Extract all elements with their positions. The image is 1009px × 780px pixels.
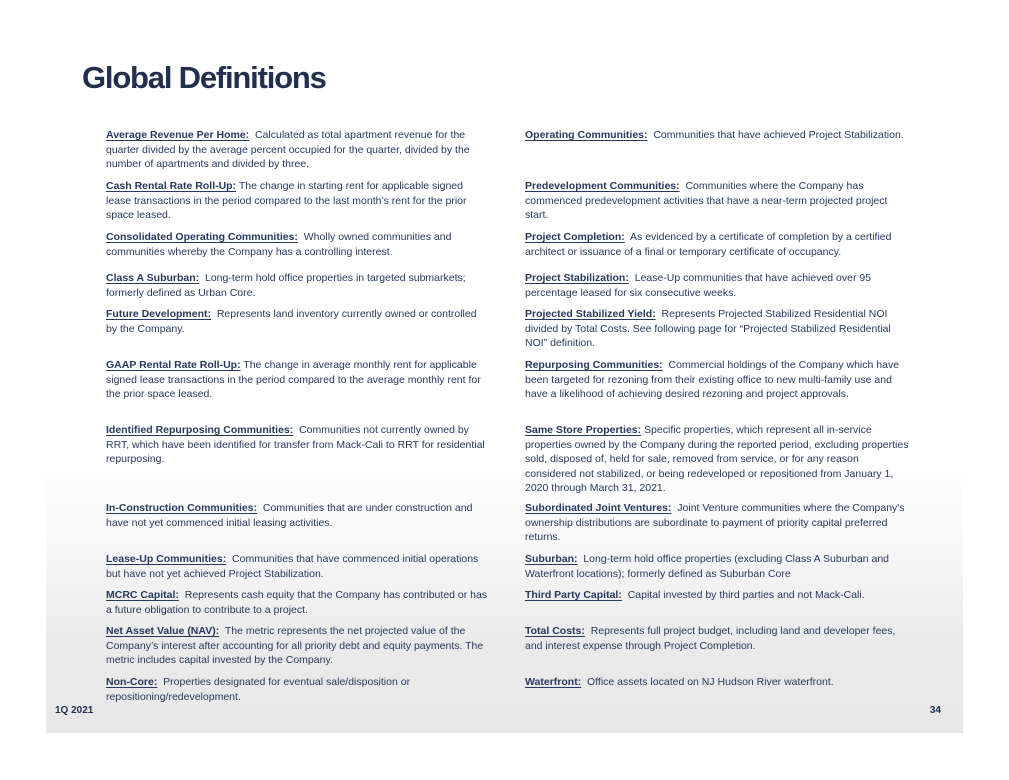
definition-item [106, 423, 490, 467]
definition-text: Wholly owned communities and communities whereby the Company has a controlling interest. [106, 231, 455, 258]
definition-item [106, 588, 490, 617]
definition-term: GAAP Rental Rate Roll-Up: [106, 359, 241, 371]
definition-term: Identified Repurposing Communities: [106, 424, 294, 436]
definition-text: Communities that have commenced initial operations but have not yet achieved Project Stabilization. [106, 553, 482, 580]
definition-term: Consolidated Operating Communities: [106, 231, 298, 243]
definition-item [525, 128, 911, 143]
definitions-column-left [106, 0, 490, 733]
footer-quarter-label: 1Q 2021 [55, 705, 94, 716]
definition-item [525, 552, 911, 581]
definition-item [525, 423, 911, 496]
definition-term: Non-Core: [106, 676, 158, 688]
definition-item [525, 624, 911, 653]
definition-text: Represents land inventory currently owned or controlled by the Company. [106, 308, 480, 335]
definition-item [525, 588, 911, 603]
definition-item [106, 675, 490, 704]
definition-term: Third Party Capital: [525, 589, 622, 601]
definition-item [525, 179, 911, 223]
definition-term: Total Costs: [525, 625, 585, 637]
definition-item [106, 179, 490, 223]
definition-term: Class A Suburban: [106, 272, 200, 284]
definition-text: Properties designated for eventual sale/disposition or repositioning/redevelopment. [106, 676, 413, 703]
definition-term: Cash Rental Rate Roll-Up: [106, 180, 237, 192]
definition-item [106, 552, 490, 581]
definition-term: Predevelopment Communities: [525, 180, 680, 192]
definition-text: Long-term hold office properties (excluding Class A Suburban and Waterfront locations); formerly defined as Suburban Core [525, 553, 892, 580]
definition-item [525, 358, 911, 402]
definition-text: Joint Venture communities where the Company's ownership distributions are subordinate to payment of priority capital preferred returns. [525, 502, 908, 543]
definition-text: The change in average monthly rent for applicable signed lease transactions in the period compared to the average monthly rent for the prior space leased. [106, 359, 484, 400]
definition-term: Subordinated Joint Ventures: [525, 502, 672, 514]
definition-term: Average Revenue Per Home: [106, 129, 250, 141]
definition-item [525, 271, 911, 300]
page-title: Global Definitions [82, 60, 326, 95]
definition-term: Project Stabilization: [525, 272, 629, 284]
definition-item [106, 307, 490, 336]
definition-item [525, 675, 911, 690]
definition-item [525, 501, 911, 545]
definition-text: Represents cash equity that the Company has contributed or has a future obligation to contribute to a project. [106, 589, 491, 616]
definition-text: Communities where the Company has commenced predevelopment activities that have a near-term projected project start. [525, 180, 891, 221]
definition-term: Operating Communities: [525, 129, 648, 141]
definition-term: Lease-Up Communities: [106, 553, 227, 565]
footer-page-number: 34 [929, 705, 941, 716]
definition-item [106, 128, 490, 172]
definition-text: Communities that are under construction and have not yet commenced initial leasing activities. [106, 502, 476, 529]
definition-term: Suburban: [525, 553, 578, 565]
definition-text: Long-term hold office properties in targeted submarkets; formerly defined as Urban Core. [106, 272, 469, 299]
definitions-column-right [525, 0, 911, 733]
definition-text: Specific properties, which represent all in-service properties owned by the Company during the reported period, excluding properties sold, disposed of, held for sale, removed from service, or for any reason considered not stabilized, or being redeveloped or repositioned from January 1, 2020 through March 31, 2021. [525, 424, 912, 494]
definition-term: Project Completion: [525, 231, 625, 243]
definition-term: MCRC Capital: [106, 589, 179, 601]
definition-term: In-Construction Communities: [106, 502, 258, 514]
definition-term: Future Development: [106, 308, 212, 320]
definition-text: Calculated as total apartment revenue for the quarter divided by the average percent occupied for the quarter, divided by the number of apartments and divided by three. [106, 129, 473, 170]
definition-term: Same Store Properties: [525, 424, 642, 436]
definition-text: Capital invested by third parties and not Mack-Cali. [621, 589, 865, 601]
definition-item [525, 230, 911, 259]
slide-background [46, 0, 963, 733]
definition-term: Repurposing Communities: [525, 359, 663, 371]
definition-item [106, 624, 490, 668]
definition-text: Office assets located on NJ Hudson River waterfront. [581, 676, 834, 688]
definition-text: Represents full project budget, including land and developer fees, and interest expense through Project Completion. [525, 625, 899, 652]
definition-item [106, 271, 490, 300]
definition-text: Communities that have achieved Project Stabilization. [647, 129, 904, 141]
definition-text: The change in starting rent for applicable signed lease transactions in the period compared to the last month’s rent for the prior space leased. [106, 180, 470, 221]
definition-item [106, 358, 490, 402]
definition-term: Net Asset Value (NAV): [106, 625, 220, 637]
definition-item [525, 307, 911, 351]
definition-text: Lease-Up communities that have achieved over 95 percentage leased for six consecutive weeks. [525, 272, 874, 299]
definition-text: Represents Projected Stabilized Residential NOI divided by Total Costs. See following page for “Projected Stabilized Residential NOI” definition. [525, 308, 894, 349]
definition-term: Projected Stabilized Yield: [525, 308, 656, 320]
definition-text: As evidenced by a certificate of completion by a certified architect or issuance of a final or temporary certificate of occupancy. [525, 231, 895, 258]
definition-text: Commercial holdings of the Company which have been targeted for rezoning from their existing office to new multi-family use and have a likelihood of achieving desired rezoning and project approvals. [525, 359, 902, 400]
definition-text: The metric represents the net projected value of the Company’s interest after accounting for all priority debt and equity payments. The metric includes capital invested by the Company. [106, 625, 487, 666]
definition-text: Communities not currently owned by RRT, which have been identified for transfer from Mack-Cali to RRT for residential repurposing. [106, 424, 488, 465]
definition-item [106, 501, 490, 530]
definition-item [106, 230, 490, 259]
definition-term: Waterfront: [525, 676, 582, 688]
